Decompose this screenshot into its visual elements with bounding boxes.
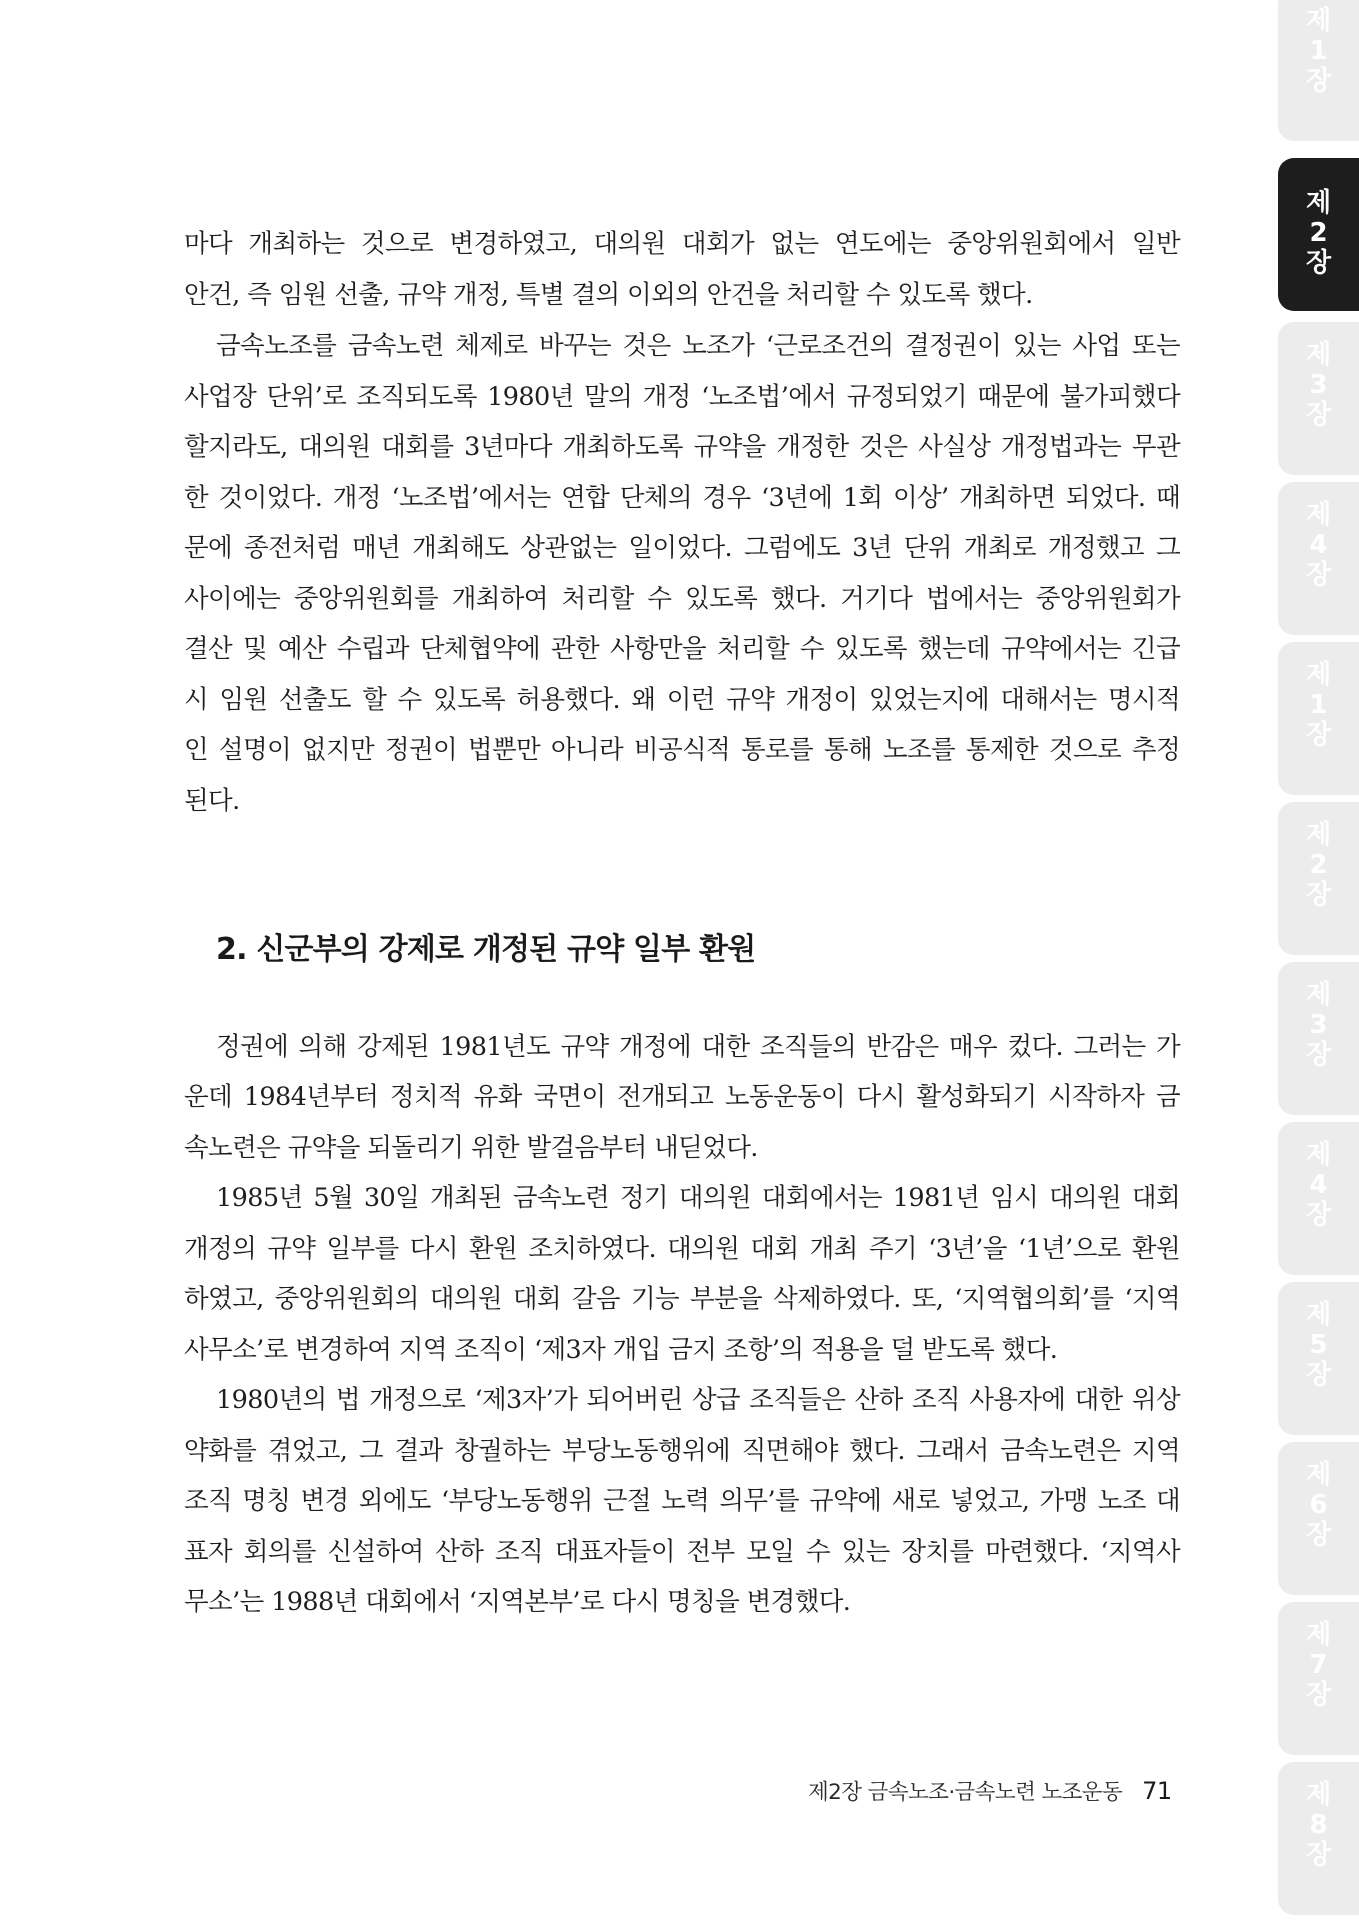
chapter-tab[interactable] xyxy=(1278,1122,1359,1275)
chapter-tab-label: 제 1 장 xyxy=(1305,6,1332,96)
chapter-tab-label: 제 8 장 xyxy=(1305,1780,1332,1870)
paragraph-line: 1980년의 법 개정으로 ‘제3자’가 되어버린 상급 조직들은 산하 조직 사용자에 대한 위상 xyxy=(216,1385,1180,1415)
paragraph-line: 속노련은 규약을 되돌리기 위한 발걸음부터 내딛었다. xyxy=(184,1133,758,1163)
chapter-tab[interactable] xyxy=(1278,1602,1359,1755)
page-number: 71 xyxy=(1142,1777,1172,1805)
paragraph-line: 마다 개최하는 것으로 변경하였고, 대의원 대회가 없는 연도에는 중앙위원회에서 일반 xyxy=(184,229,1180,259)
paragraph-line: 정권에 의해 강제된 1981년도 규약 개정에 대한 조직들의 반감은 매우 컸다. 그러는 가 xyxy=(216,1032,1180,1062)
footer-chapter-title: 제2장 금속노조·금속노련 노조운동 xyxy=(808,1780,1123,1805)
paragraph-line: 결산 및 예산 수립과 단체협약에 관한 사항만을 처리할 수 있도록 했는데 규약에서는 긴급 xyxy=(184,634,1180,664)
chapter-tab-label: 제 3 장 xyxy=(1305,980,1332,1070)
paragraph-line: 조직 명칭 변경 외에도 ‘부당노동행위 근절 노력 의무’를 규약에 새로 넣었고, 가맹 노조 대 xyxy=(184,1486,1180,1516)
chapter-tab-label: 제 2 장 xyxy=(1305,188,1332,278)
paragraph-line: 사무소’로 변경하여 지역 조직이 ‘제3자 개입 금지 조항’의 적용을 덜 받도록 했다. xyxy=(184,1335,1058,1365)
chapter-tab-label: 제 5 장 xyxy=(1305,1300,1332,1390)
page-footer xyxy=(808,1775,1172,1809)
paragraph-line: 무소’는 1988년 대회에서 ‘지역본부’로 다시 명칭을 변경했다. xyxy=(184,1587,851,1617)
chapter-tab[interactable] xyxy=(1278,1762,1359,1915)
paragraph-line: 운데 1984년부터 정치적 유화 국면이 전개되고 노동운동이 다시 활성화되기 시작하자 금 xyxy=(184,1082,1180,1112)
chapter-tab[interactable] xyxy=(1278,802,1359,955)
chapter-tab-label: 제 1 장 xyxy=(1305,660,1332,750)
paragraph-line: 금속노조를 금속노련 체제로 바꾸는 것은 노조가 ‘근로조건의 결정권이 있는 사업 또는 xyxy=(216,331,1180,361)
paragraph-line: 약화를 겪었고, 그 결과 창궐하는 부당노동행위에 직면해야 했다. 그래서 금속노련은 지역 xyxy=(184,1436,1180,1466)
chapter-tab[interactable] xyxy=(1278,482,1359,635)
paragraph-line: 사업장 단위’로 조직되도록 1980년 말의 개정 ‘노조법’에서 규정되었기 때문에 불가피했다 xyxy=(184,382,1180,412)
paragraph-line: 표자 회의를 신설하여 산하 조직 대표자들이 전부 모일 수 있는 장치를 마련했다. ‘지역사 xyxy=(184,1537,1180,1567)
paragraph-line: 인 설명이 없지만 정권이 법뿐만 아니라 비공식적 통로를 통해 노조를 통제한 것으로 추정 xyxy=(184,735,1180,765)
section-heading: 2. 신군부의 강제로 개정된 규약 일부 환원 xyxy=(216,932,756,967)
chapter-tab[interactable] xyxy=(1278,962,1359,1115)
chapter-tab[interactable] xyxy=(1278,1442,1359,1595)
paragraph-line: 개정의 규약 일부를 다시 환원 조치하였다. 대의원 대회 개최 주기 ‘3년’을 ‘1년’으로 환원 xyxy=(184,1234,1180,1264)
chapter-tab-label: 제 2 장 xyxy=(1305,820,1332,910)
paragraph-line: 1985년 5월 30일 개최된 금속노련 정기 대의원 대회에서는 1981년 임시 대의원 대회 xyxy=(216,1183,1180,1213)
chapter-tab[interactable] xyxy=(1278,1282,1359,1435)
chapter-tab-label: 제 3 장 xyxy=(1305,340,1332,430)
paragraph-line: 문에 종전처럼 매년 개최해도 상관없는 일이었다. 그럼에도 3년 단위 개최로 개정했고 그 xyxy=(184,533,1180,563)
chapter-tab[interactable] xyxy=(1278,0,1359,141)
paragraph-line: 시 임원 선출도 할 수 있도록 허용했다. 왜 이런 규약 개정이 있었는지에 대해서는 명시적 xyxy=(184,685,1180,715)
chapter-tab-label: 제 4 장 xyxy=(1305,500,1332,590)
paragraph-line: 사이에는 중앙위원회를 개최하여 처리할 수 있도록 했다. 거기다 법에서는 중앙위원회가 xyxy=(184,584,1180,614)
paragraph-line: 할지라도, 대의원 대회를 3년마다 개최하도록 규약을 개정한 것은 사실상 개정법과는 무관 xyxy=(184,432,1180,462)
paragraph-line: 안건, 즉 임원 선출, 규약 개정, 특별 결의 이외의 안건을 처리할 수 있도록 했다. xyxy=(184,280,1033,310)
paragraph-line: 한 것이었다. 개정 ‘노조법’에서는 연합 단체의 경우 ‘3년에 1회 이상’ 개최하면 되었다. 때 xyxy=(184,483,1180,513)
chapter-tab[interactable] xyxy=(1278,642,1359,795)
chapter-tab-label: 제 6 장 xyxy=(1305,1460,1332,1550)
chapter-tab-label: 제 7 장 xyxy=(1305,1620,1332,1710)
chapter-tab[interactable] xyxy=(1278,158,1359,311)
chapter-tab-label: 제 4 장 xyxy=(1305,1140,1332,1230)
paragraph-line: 된다. xyxy=(184,786,240,816)
paragraph-line: 하였고, 중앙위원회의 대의원 대회 갈음 기능 부분을 삭제하였다. 또, ‘지역협의회’를 ‘지역 xyxy=(184,1284,1180,1314)
chapter-tab[interactable] xyxy=(1278,322,1359,475)
